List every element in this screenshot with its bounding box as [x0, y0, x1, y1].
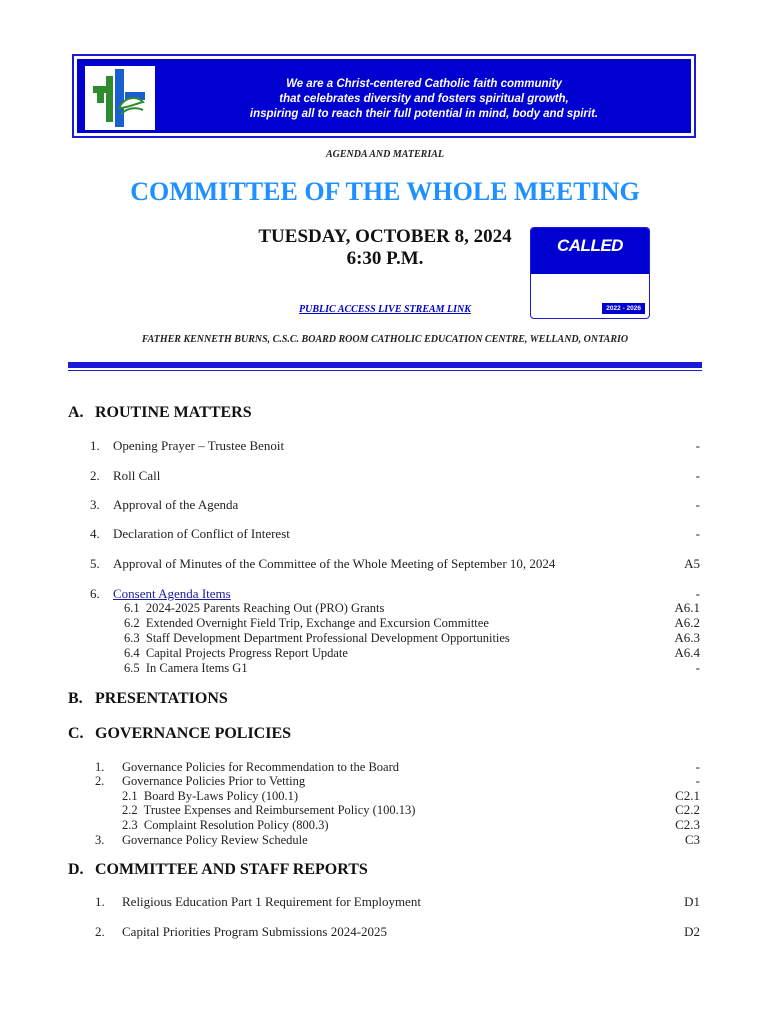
- agenda-item-text: Opening Prayer – Trustee Benoit: [113, 438, 285, 453]
- meeting-title: COMMITTEE OF THE WHOLE MEETING: [130, 177, 640, 206]
- mission-statement: [165, 77, 683, 122]
- live-stream-link[interactable]: PUBLIC ACCESS LIVE STREAM LINK: [299, 304, 471, 315]
- governance-ref: C3: [684, 832, 700, 847]
- agenda-item-ref: -: [695, 468, 700, 483]
- report-ref: D1: [684, 894, 700, 909]
- consent-subitem-ref: A6.4: [674, 645, 700, 660]
- report-ref: D2: [684, 924, 700, 939]
- section-letter: C.: [68, 725, 84, 742]
- agenda-item-ref: -: [695, 586, 700, 601]
- agenda-item-number: 2.: [90, 468, 100, 483]
- section-title: PRESENTATIONS: [95, 690, 228, 707]
- agenda-item-number: 4.: [90, 526, 100, 541]
- section-divider: [68, 362, 702, 368]
- consent-subitem-ref: A6.2: [674, 615, 700, 630]
- agenda-item-text: Roll Call: [113, 468, 161, 483]
- agenda-item-ref: -: [695, 497, 700, 512]
- governance-number: 2.: [95, 774, 105, 788]
- report-item: Capital Priorities Program Submissions 2024-2025: [122, 924, 388, 939]
- section-letter: A.: [68, 404, 84, 421]
- consent-subitem-ref: A6.1: [674, 600, 700, 615]
- agenda-item-text: Declaration of Conflict of Interest: [113, 526, 290, 541]
- agenda-item-text: Approval of the Agenda: [113, 497, 239, 512]
- agenda-item-ref: -: [695, 438, 700, 453]
- section-heading-committee-staff-reports: [68, 861, 368, 879]
- section-heading-presentations: [68, 690, 228, 708]
- agenda-item-number: 1.: [90, 438, 100, 453]
- section-letter: D.: [68, 861, 84, 878]
- governance-number: 3.: [95, 833, 105, 847]
- report-item: Religious Education Part 1 Requirement for Employment: [122, 894, 421, 909]
- governance-subitem: 2.2 Trustee Expenses and Reimbursement Policy (100.13): [122, 803, 416, 817]
- badge-word: CALLED: [557, 236, 623, 255]
- mission-line: We are a Christ-centered Catholic faith community: [286, 78, 562, 90]
- badge-years: 2022 - 2026: [602, 303, 645, 314]
- governance-ref: C2.1: [675, 788, 700, 803]
- cross-leaf-icon: [85, 66, 155, 130]
- meeting-date: TUESDAY, OCTOBER 8, 2024: [258, 226, 512, 247]
- governance-ref: -: [695, 773, 700, 788]
- agenda-material-label: AGENDA AND MATERIAL: [326, 149, 444, 160]
- governance-number: 1.: [95, 760, 105, 774]
- governance-subitem: 2.1 Board By-Laws Policy (100.1): [122, 789, 299, 803]
- banner-background: [77, 59, 691, 133]
- governance-subitem: 2.3 Complaint Resolution Policy (800.3): [122, 818, 329, 832]
- consent-subitem: 6.1 2024-2025 Parents Reaching Out (PRO) Grants: [124, 601, 385, 615]
- section-heading-routine-matters: [68, 404, 252, 422]
- report-number: 2.: [95, 924, 105, 939]
- consent-agenda-link[interactable]: Consent Agenda Items: [113, 586, 231, 601]
- report-number: 1.: [95, 894, 105, 909]
- governance-ref: C2.3: [675, 817, 700, 832]
- governance-item: Governance Policy Review Schedule: [122, 833, 308, 847]
- consent-subitem: 6.5 In Camera Items G1: [124, 661, 248, 675]
- consent-subitem: 6.2 Extended Overnight Field Trip, Exchange and Excursion Committee: [124, 616, 489, 630]
- consent-subitem: 6.3 Staff Development Department Professional Development Opportunities: [124, 631, 510, 645]
- agenda-item-ref: -: [695, 526, 700, 541]
- consent-subitem: 6.4 Capital Projects Progress Report Update: [124, 646, 348, 660]
- governance-item: Governance Policies Prior to Vetting: [122, 774, 306, 788]
- governance-ref: C2.2: [675, 802, 700, 817]
- agenda-item-number: 6.: [90, 586, 100, 601]
- consent-subitem-ref: A6.3: [674, 630, 700, 645]
- agenda-item-text: Approval of Minutes of the Committee of the Whole Meeting of September 10, 2024: [113, 556, 556, 571]
- section-divider-thin: [68, 370, 702, 371]
- section-title: ROUTINE MATTERS: [95, 404, 252, 421]
- governance-ref: -: [695, 759, 700, 774]
- governance-item: Governance Policies for Recommendation to the Board: [122, 760, 400, 774]
- consent-subitem-ref: -: [695, 660, 700, 675]
- agenda-item-ref: A5: [684, 556, 700, 571]
- agenda-item-number: 3.: [90, 497, 100, 512]
- mission-line: that celebrates diversity and fosters spiritual growth,: [279, 93, 569, 105]
- school-board-logo: [85, 66, 155, 130]
- header-banner: [72, 54, 696, 138]
- section-title: GOVERNANCE POLICIES: [95, 725, 292, 742]
- section-letter: B.: [68, 690, 83, 707]
- agenda-item-number: 5.: [90, 556, 100, 571]
- mission-line: inspiring all to reach their full potential in mind, body and spirit.: [249, 108, 599, 120]
- section-title: COMMITTEE AND STAFF REPORTS: [95, 861, 368, 878]
- meeting-location: FATHER KENNETH BURNS, C.S.C. BOARD ROOM CATHOLIC EDUCATION CENTRE, WELLAND, ONTARIO: [141, 334, 629, 345]
- meeting-time: 6:30 P.M.: [346, 248, 424, 269]
- section-heading-governance-policies: [68, 725, 291, 743]
